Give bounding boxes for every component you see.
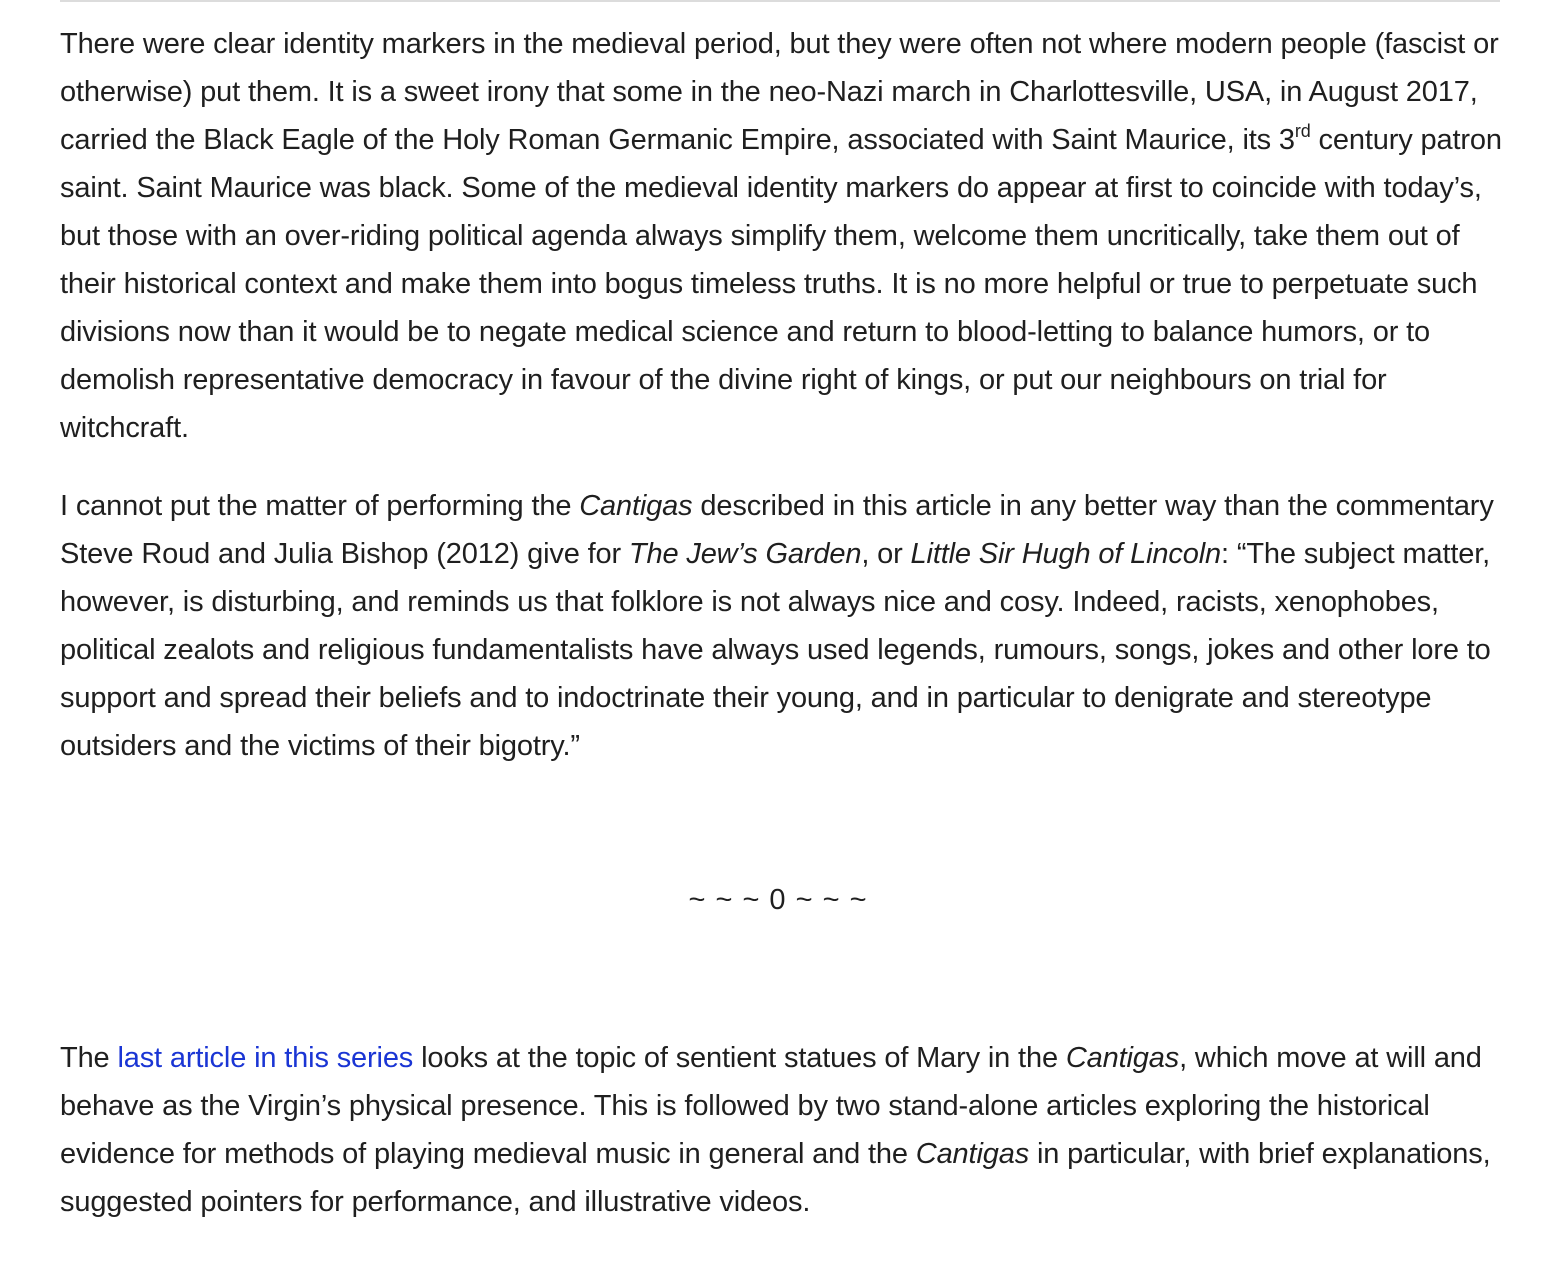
paragraph-text: There were clear identity markers in the medieval period, but they were often not where modern people (fascist or otherwise) put them. It is a sweet irony that some in the neo-Nazi march in Charlottesville, USA, in August 2017, carried the Black Eagle of the Holy Roman Germanic Empire, associated with Saint Maurice, its 3: [60, 28, 1499, 156]
ordinal-superscript: rd: [1294, 121, 1311, 141]
paragraph-text: century patron saint. Saint Maurice was black. Some of the medieval identity markers do appear at first to coincide with today’s, but those with an over-riding political agenda always simplify them, welcome them uncritically, take them out of their historical context and make them into bogus timeless truths. It is no more helpful or true to perpetuate such divisions now than it would be to negate medical science and return to blood-letting to balance humors, or to demolish representative democracy in favour of the divine right of kings, or put our neighbours on trial for witchcraft.: [60, 124, 1502, 444]
italic-title-jews-garden: The Jew’s Garden: [628, 538, 862, 570]
paragraph-text: described in this article in any better way than the commentary Steve Roud and Julia Bishop (2012) give for: [60, 490, 1494, 570]
italic-title-cantigas: Cantigas: [1065, 1042, 1180, 1074]
paragraph-text: I cannot put the matter of performing the: [60, 490, 580, 522]
italic-title-cantigas: Cantigas: [915, 1138, 1030, 1170]
paragraph-folklore-quote: [60, 482, 1505, 770]
italic-title-little-sir-hugh: Little Sir Hugh of Lincoln: [910, 538, 1221, 570]
section-separator: ~ ~ ~ 0 ~ ~ ~: [688, 884, 868, 916]
paragraph-text: , which move at will and behave as the Virgin’s physical presence. This is followed by two stand-alone articles exploring the historical evidence for methods of playing medieval music in general and the: [60, 1042, 1482, 1170]
paragraph-text: , or: [861, 538, 911, 570]
paragraph-text: in particular, with brief explanations, suggested pointers for performance, and illustrative videos.: [60, 1138, 1491, 1218]
paragraph-text: : “The subject matter, however, is disturbing, and reminds us that folklore is not always nice and cosy. Indeed, racists, xenophobes, political zealots and religious fundamentalists have always used legends, rumours, songs, jokes and other lore to support and spread their beliefs and to indoctrinate their young, and in particular to denigrate and stereotype outsiders and the victims of their bigotry.”: [60, 538, 1491, 762]
article-body: [60, 20, 1505, 770]
paragraph-identity-markers: [60, 20, 1505, 452]
top-divider-rule: [60, 0, 1500, 2]
italic-title-cantigas: Cantigas: [579, 490, 693, 522]
paragraph-text: looks at the topic of sentient statues of Mary in the: [413, 1042, 1066, 1074]
paragraph-next-article: [60, 1034, 1505, 1226]
paragraph-text: The: [60, 1042, 118, 1074]
last-article-link[interactable]: last article in this series: [117, 1042, 414, 1074]
